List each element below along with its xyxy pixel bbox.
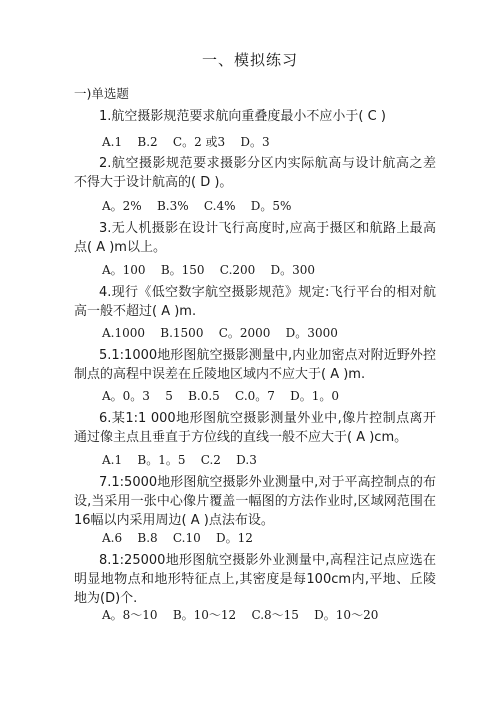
question-6-options: A.1 B。1。5 C.2 D.3 (102, 453, 257, 467)
section-heading: 一)单选题 (74, 86, 129, 101)
question-7-options: A.6 B.8 C.10 D。12 (102, 531, 253, 545)
question-4-options: A.1000 B.1500 C。2000 D。3000 (102, 326, 338, 340)
page-title: 一、模拟练习 (201, 51, 298, 69)
question-4-stem: 4.现行《低空数字航空摄影规范》规定:飞行平台的相对航高一般不超过( A )m. (74, 285, 436, 319)
question-5-stem: 5.1:1000地形图航空摄影测量中,内业加密点对附近野外控制点的高程中误差在丘陵地区域内不应大于( A )m. (74, 348, 436, 382)
question-3-stem: 3.无人机摄影在设计飞行高度时,应高于摄区和航路上最高点( A )m以上。 (74, 221, 436, 255)
question-1-options: A.1 B.2 C。2 或3 D。3 (102, 135, 270, 149)
question-6-stem: 6.某1:1 000地形图航空摄影测量外业中,像片控制点离开通过像主点且垂直于方位线的直线一般不应大于( A )cm。 (74, 411, 436, 445)
question-1-stem: 1.航空摄影规范要求航向重叠度最小不应小于( C ) (99, 109, 386, 124)
question-8-stem: 8.1:25000地形图航空摄影外业测量中,高程注记点应选在明显地物点和地形特征点上,其密度是每100cm内,平地、丘陵地为(D)个. (74, 553, 436, 606)
question-2-stem: 2.航空摄影规范要求摄影分区内实际航高与设计航高之差不得大于设计航高的( D )。 (74, 156, 436, 190)
question-8-options: A。8～10 B。10～12 C.8～15 D。10～20 (102, 608, 379, 622)
question-5-options: A。0。3 5 B.0.5 C.0。7 D。1。0 (102, 389, 340, 403)
question-2-options: A。2% B.3% C.4% D。5% (102, 199, 292, 213)
question-3-options: A。100 B。150 C.200 D。300 (102, 263, 316, 277)
question-7-stem: 7.1:5000地形图航空摄影外业测量中,对于平高控制点的布设,当采用一张中心像片覆盖一幅图的方法作业时,区域网范围在16幅以内采用周边( A )点法布设。 (74, 475, 436, 528)
